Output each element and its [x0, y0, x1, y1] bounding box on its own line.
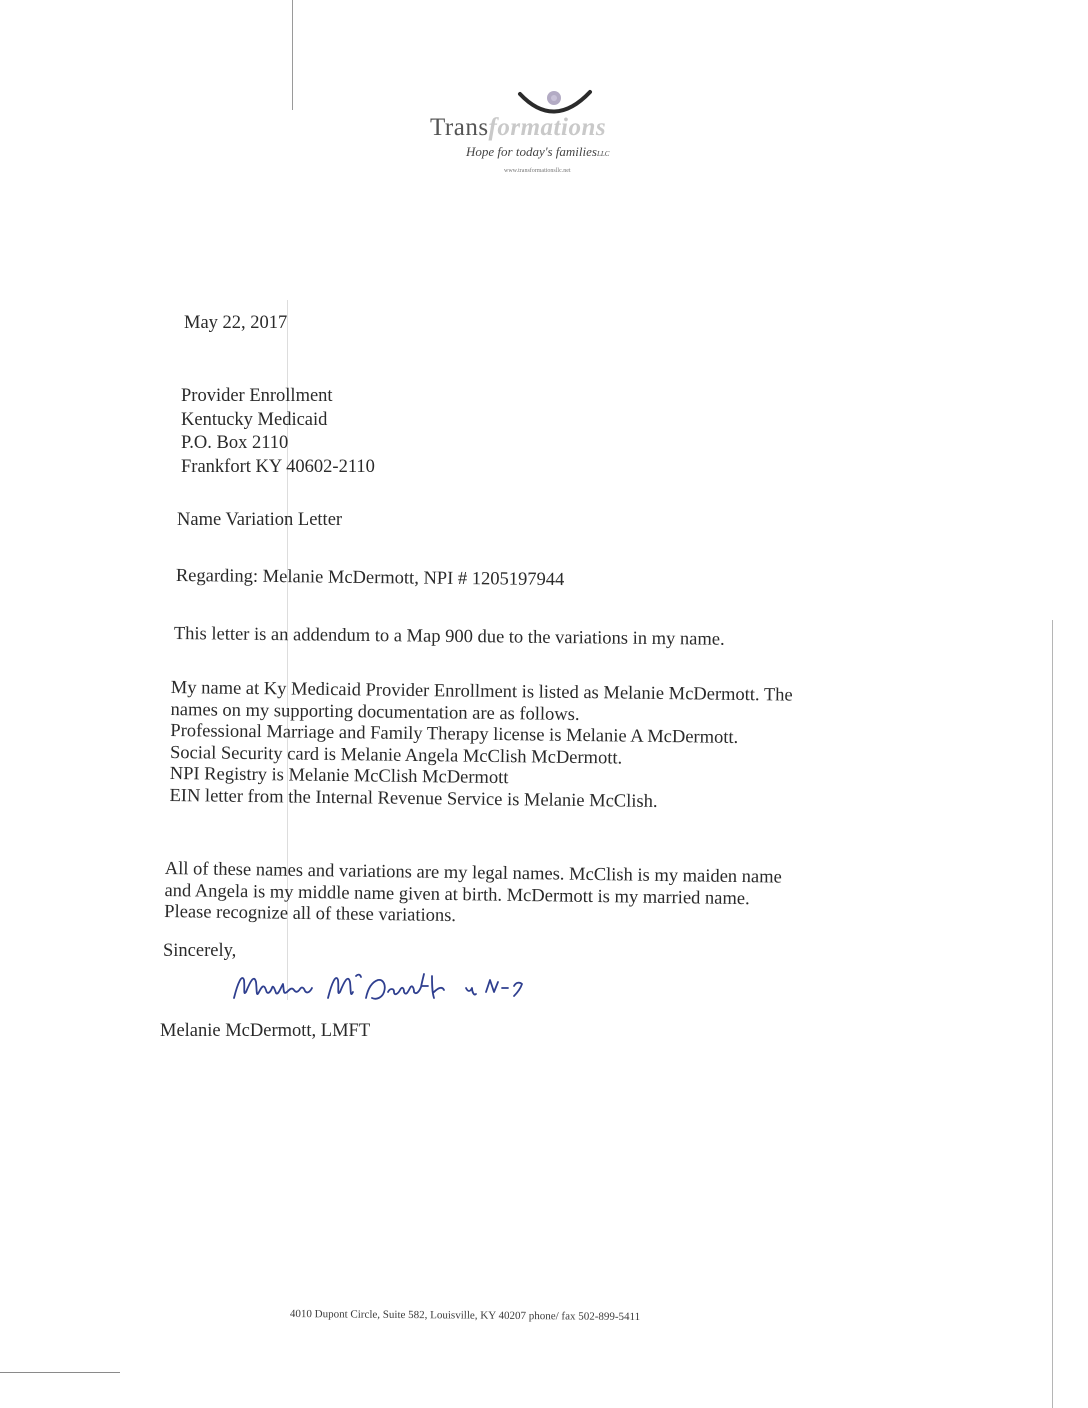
letter-closing: Sincerely, — [163, 941, 237, 961]
recipient-line: Kentucky Medicaid — [181, 409, 328, 430]
paragraph-line: My name at Ky Medicaid Provider Enrollment is listed as Melanie McDermott. The — [170, 677, 793, 706]
paragraph-line: All of these names and variations are my legal names. McClish is my maiden name — [164, 858, 782, 888]
paragraph-line: names on my supporting documentation are as follows. — [170, 699, 580, 725]
body-paragraph-1: This letter is an addendum to a Map 900 due to the variations in my name. — [173, 623, 725, 650]
tagline-text: Hope for today's families — [466, 144, 597, 159]
body-paragraph-2 — [169, 677, 792, 814]
recipient-address — [181, 385, 375, 479]
letter-regarding: Regarding: Melanie McDermott, NPI # 1205197944 — [175, 565, 565, 591]
letter-date: May 22, 2017 — [184, 313, 288, 333]
brand-name-part2: formations — [488, 114, 607, 141]
handwritten-signature — [228, 962, 628, 1017]
signer-name: Melanie McDermott, LMFT — [160, 1021, 371, 1041]
paragraph-line: Professional Marriage and Family Therapy license is Melanie A McDermott. — [170, 720, 739, 748]
paragraph-line: Please recognize all of these variations. — [164, 901, 457, 927]
brand-website: www.transformationsllc.net — [504, 168, 571, 174]
brand-tagline — [466, 144, 609, 160]
paragraph-line: and Angela is my middle name given at birth. McDermott is my married name. — [164, 880, 750, 909]
brand-name-part1: Trans — [430, 114, 489, 141]
letterhead-logo — [430, 86, 700, 186]
paragraph-line: EIN letter from the Internal Revenue Service is Melanie McClish. — [169, 785, 658, 812]
body-paragraph-3 — [164, 858, 782, 931]
recipient-line: Frankfort KY 40602-2110 — [181, 456, 375, 477]
paragraph-line: Social Security card is Melanie Angela McClish McDermott. — [169, 742, 623, 769]
scan-artifact-line — [1052, 620, 1053, 1408]
paragraph-line: NPI Registry is Melanie McClish McDermott — [169, 763, 509, 789]
scan-artifact-line — [0, 1372, 120, 1373]
scan-artifact-line — [292, 0, 293, 110]
footer-address: 4010 Dupont Circle, Suite 582, Louisville, KY 40207 phone/ fax 502-899-5411 — [289, 1308, 641, 1324]
brand-name — [430, 114, 606, 142]
tagline-suffix: LLC — [596, 150, 610, 158]
recipient-line: Provider Enrollment — [181, 386, 333, 406]
recipient-line: P.O. Box 2110 — [181, 433, 289, 453]
letter-subject: Name Variation Letter — [177, 510, 343, 530]
